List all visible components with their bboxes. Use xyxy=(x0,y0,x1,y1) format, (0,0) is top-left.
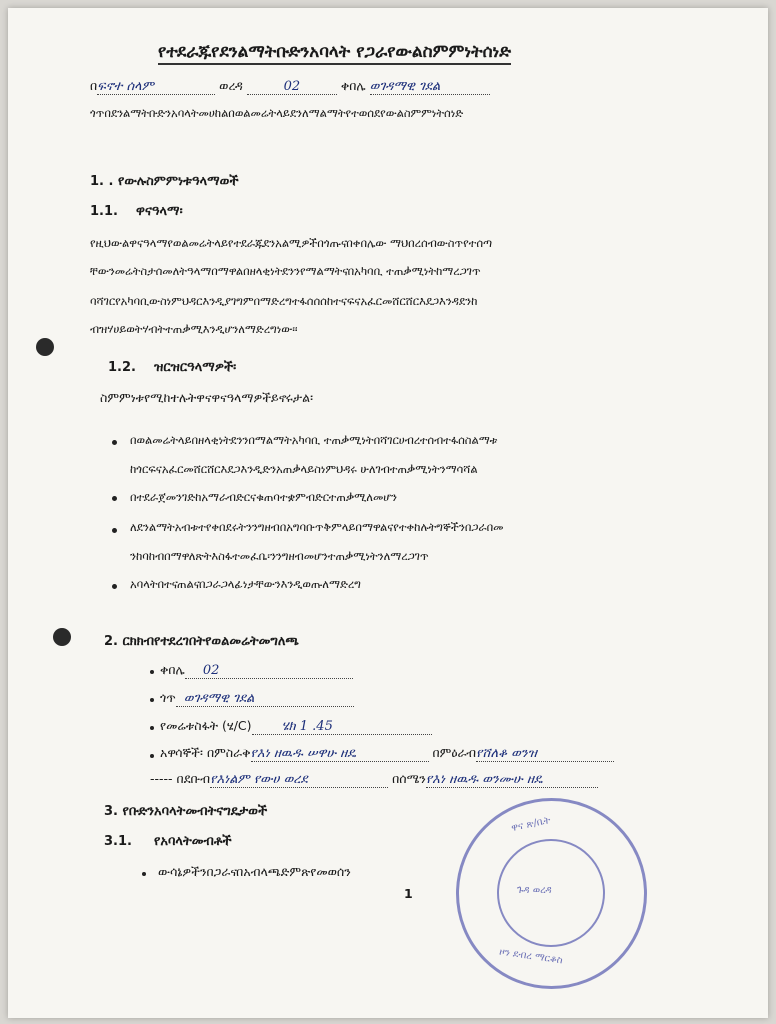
punch-hole-top xyxy=(36,338,54,356)
document-page xyxy=(8,8,768,1018)
kebele-value: 02 xyxy=(185,663,353,679)
section-2-heading: 2. ርክክብየተደረገበትየወልመሬትመግለጫ xyxy=(104,634,299,649)
south-value: የእነልም የውሀ ወረደ xyxy=(210,772,388,788)
woreda-number-handwritten: 02 xyxy=(247,79,337,95)
objective-para-line-4: ብዝሃሀይወትሃብትተጠቃሚእንዲሆንለማድረግነው፡፡ xyxy=(90,322,298,336)
bullet xyxy=(142,872,146,876)
section-3-heading: 3. የቡድንአባላትመብትናግዴታወች xyxy=(104,804,268,819)
bullet xyxy=(150,726,154,730)
kebele-row xyxy=(160,662,353,679)
objective-bullet-4: አባላትበተናጠልናበጋራጋላፊነታቸውንእንዲወጡለማድረግ xyxy=(130,577,361,591)
stamp-center-text: ጉዳ ወረዳ xyxy=(517,885,552,896)
borders-row-1 xyxy=(160,745,614,762)
borders-label: አዋሳኞች፡ xyxy=(160,745,203,760)
section-3-1-title: የአባላትመብቶች xyxy=(154,834,232,849)
got-value: ወገዳማዊ ገደል xyxy=(176,691,354,707)
objective-bullet-3-line-2: ንከባከብበማዋለጽትእስፋተመፈቤ፡ንንግዘብመሆንተጠቃሚነትንለማረጋገጥ xyxy=(130,549,429,563)
bullet xyxy=(112,440,117,445)
kebele-label: ቀበሌ xyxy=(160,662,185,677)
east-label: በምስራቅ xyxy=(206,745,251,760)
north-label: በሰሜን xyxy=(392,771,426,786)
got-row xyxy=(160,690,354,707)
borders-row-2: ----- በደቡብየእነልም የውሀ ወረደ በሰሜንየእነ ዘዉዱ ወንሙሁ ዘዴ xyxy=(150,771,598,788)
objective-para-line-2: ቸውንመሬትስታሰመለትዓላማበማዋልበዘላቂነትደንንየማልማትናበአካባቢ ተጠቃሚነትከማረጋገጥ xyxy=(90,264,481,278)
rights-bullet-1: ውሳኔዎችንበጋራናበአብላጫድምጽየመወሰን xyxy=(158,864,351,879)
page-number: 1 xyxy=(404,886,413,901)
woreda-handwritten: ፍኖተ ሰላም xyxy=(97,79,215,95)
section-3-1-number: 3.1. xyxy=(104,834,132,849)
bullet xyxy=(150,698,154,702)
kebele-handwritten: ወገዳማዊ ገደል xyxy=(370,79,490,95)
area-label: የመሬቱስፋት (ሄ/C) xyxy=(160,718,252,733)
header-line-1: በፍኖተ ሰላም ወረዳ 02 ቀበሌ ወገዳማዊ ገደል xyxy=(90,78,490,95)
north-value: የእነ ዘዉዱ ወንሙሁ ዘዴ xyxy=(426,772,598,788)
objective-para-line-3: ባሻገርየአካባቢውስነምህዳርእንዲያገግምበማድረግተፋሰሰሰከተናፍናአፈርመሸርሸርእደጋእንዳደንከ xyxy=(90,294,478,308)
stamp-bottom-text: ዞን ደብረ ማርቆስ xyxy=(498,946,564,967)
objective-bullet-2: በተደራጀመንገድከአማራብድርናቁጠባተቋምብድርተጠቃሚለመሆን xyxy=(130,490,398,504)
south-label: በደቡብ xyxy=(176,771,211,786)
section-1-2-intro: ስምምነቱየሚከተሉትዋናዋናዓላማዎችይኖሩታል፡ xyxy=(100,390,314,405)
bullet xyxy=(112,528,117,533)
objective-bullet-1-line-1: በወልመሬትላይበዘላቂነትደንንበማልማትአካባቢ ተጠቃሚነትበሻገርሀብረተሰብተፋሰስልማቱ xyxy=(130,433,498,447)
section-1-2-number: 1.2. xyxy=(108,360,136,375)
bullet xyxy=(112,584,117,589)
objective-bullet-1-line-2: ከጎርፍናአፈርመሸርሸርእደጋእንዲድንአጠቃላይስነምህዳሩ ሁለገብተጠቃሚነትንማሳሻል xyxy=(130,462,478,476)
section-1-1-title: ዋናዓላማ፡ xyxy=(136,204,183,219)
area-row xyxy=(160,718,432,735)
official-stamp xyxy=(456,798,647,989)
west-label: በምዕራብ xyxy=(432,745,477,760)
header-line-2: ጎጥበደንልማትቡድንአባላትመሀከልበወልመሬትላይደንለማልማትየተወሰደየውልስምምነትሰነድ xyxy=(90,106,464,120)
punch-hole-bottom xyxy=(53,628,71,646)
objective-para-line-1: የዚህውልዋናዓላማየወልመሬትላይየተደራጁደንአልሚዎችበጎጡናበቀበሌው ማህበረሰብውስጥየተሰጣ xyxy=(90,236,493,250)
bullet xyxy=(112,496,117,501)
section-1-2-title: ዝርዝርዓላማዎች፡ xyxy=(154,360,237,375)
stamp-top-text: ዋና ጽ/ቤት xyxy=(510,814,552,835)
document-title: የተደራጁየደንልማትቡድንአባላት የጋራየውልስምምነትሰነድ xyxy=(158,42,511,65)
got-label: ጎጥ xyxy=(160,690,176,705)
east-value: የእነ ዘዉዱ ሠዋሁ ዘዴ xyxy=(251,746,429,762)
section-1-heading: 1. . የውሉስምምነቱዓላማወች xyxy=(90,174,239,189)
section-1-1-number: 1.1. xyxy=(90,204,118,219)
bullet xyxy=(150,754,154,758)
bullet xyxy=(150,670,154,674)
west-value: የሸለቆ ወንዝ xyxy=(476,746,614,762)
area-value: ሄክ 1 .45 xyxy=(252,719,432,735)
objective-bullet-3-line-1: ለደንልማትአብቱተየቀበደሩትንንግዘብበአግባቡጥቅምላይበማዋልናየተቀከሉትግኞችንበጋራበመ xyxy=(130,520,504,534)
